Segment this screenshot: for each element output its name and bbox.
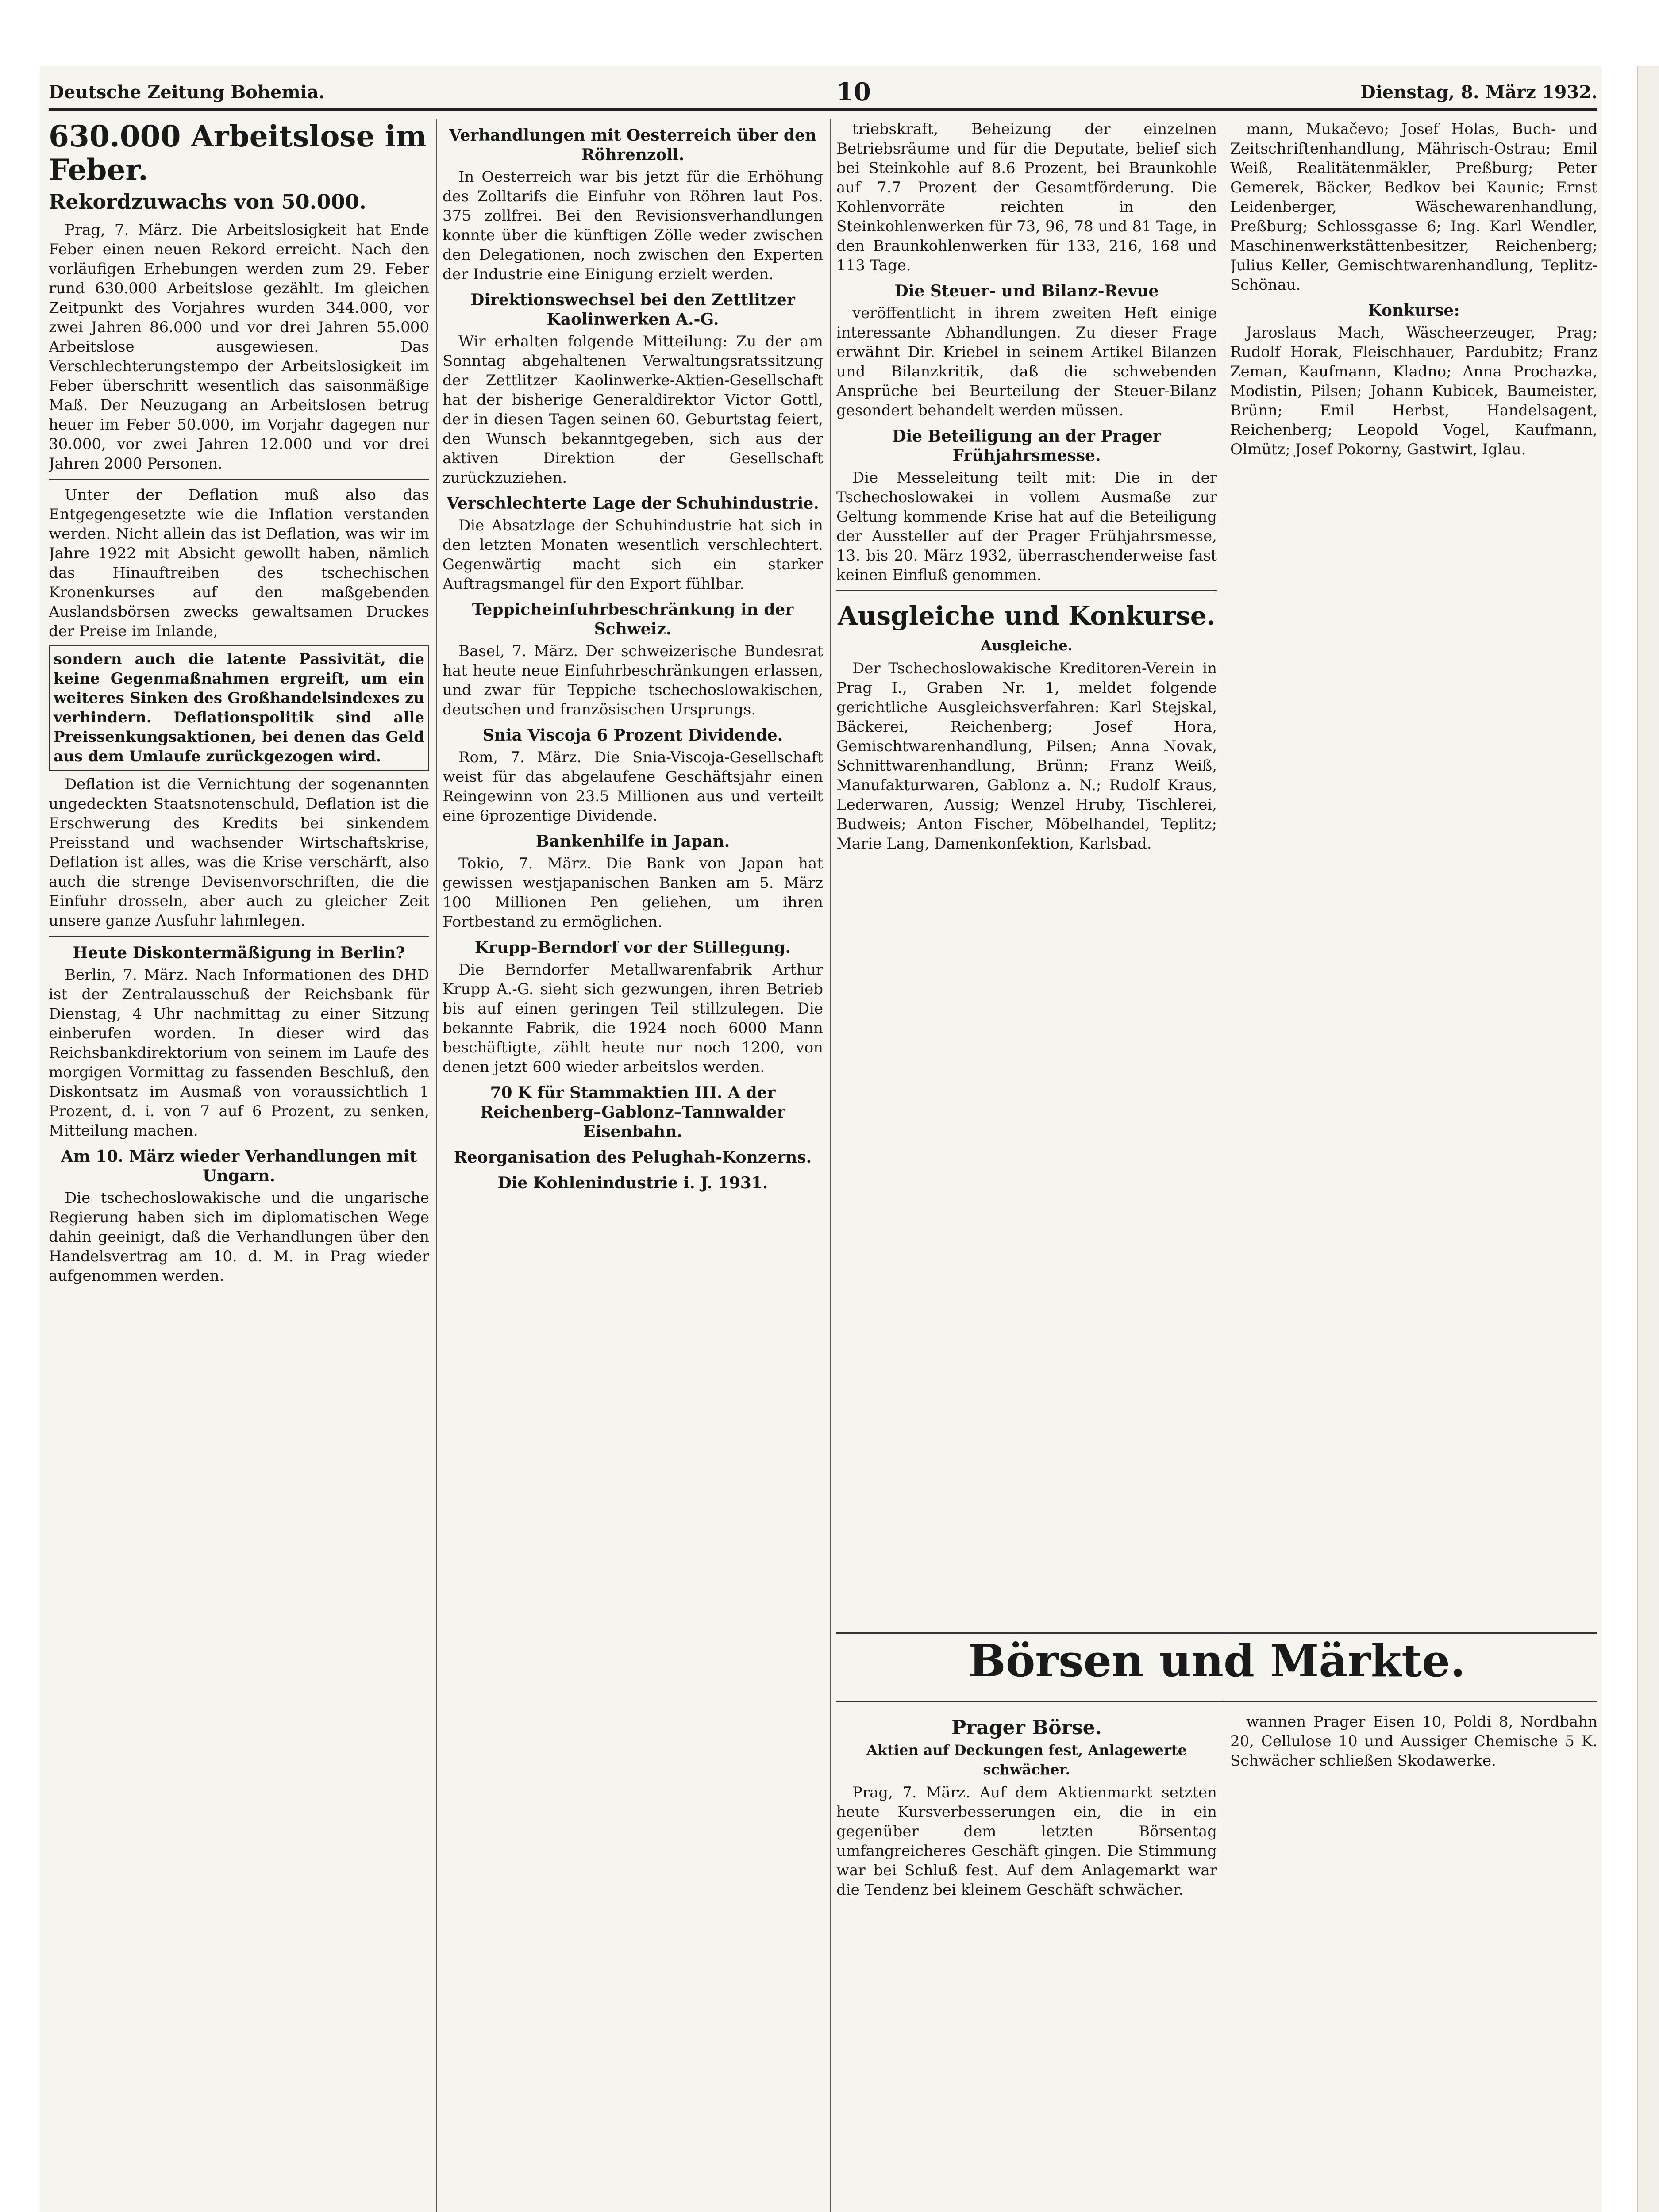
article-paragraph: mann, Mukačevo; Josef Holas, Buch- und Zeitschriftenhandlung, Mährisch-Ostrau; Emil Weiß, Realitätenmäkler, Preßburg; Peter Gemerek, Bäcker, Bedkov bei Kaunic; Ernst Leidenberger, Wäschewarenhandlung, Preßburg; Schlossgasse 6; Ing. Karl Wendler, Maschinenwerkstättenbesitzer, Reichenberg; Julius Keller, Gemischtwarenhandlung, Teplitz-Schönau. (1230, 120, 1597, 294)
newspaper-name: Deutsche Zeitung Bohemia. (49, 82, 325, 103)
section-heading: Die Steuer- und Bilanz-Revue (894, 282, 1159, 300)
issue-date: Dienstag, 8. März 1932. (1360, 82, 1597, 103)
page-header (49, 77, 1597, 111)
article-paragraph: Basel, 7. März. Der schweizerische Bundesrat hat heute neue Einfuhrbeschränkungen erlassen, und zwar für Teppiche tschechoslowakischen, deutschen und französischen Ursprungs. (443, 642, 823, 718)
section-heading: Reorganisation des Pelughah-Konzerns. (454, 1148, 812, 1167)
separator (836, 590, 1217, 591)
article-paragraph: Rom, 7. März. Die Snia-Viscoja-Gesellschaft weist für das abgelaufene Geschäftsjahr einen Reingewinn von 23.5 Millionen aus und verteilt eine 6prozentige Dividende. (443, 749, 823, 825)
main-subheadline: Rekordzuwachs von 50.000. (49, 190, 366, 214)
article-paragraph: In Oesterreich war bis jetzt für die Erhöhung des Zolltarifs die Einfuhr von Röhren laut Pos. 375 zollfrei. Bei den Revisionsverhandlungen konnte über die künftigen Zölle weder zwischen den Delegationen, noch zwischen den Experten der Industrie eine Einigung erzielt werden. (443, 168, 823, 283)
highlight-box: sondern auch die latente Passivität, die keine Gegenmaßnahmen ergreift, um ein weiteres Sinken des Großhandelsindexes zu verhindern. Deflationspolitik sind alle Preissenkungsaktionen, bei denen das Geld aus dem Umlaufe zurückgezogen wird. (49, 645, 429, 771)
article-paragraph: Tokio, 7. März. Die Bank von Japan hat gewissen westjapanischen Banken am 5. März 100 Millionen Pen geliehen, um ihren Fortbestand zu ermöglichen. (443, 855, 823, 931)
adjacent-page-edge (1637, 66, 1659, 2212)
markets-title: Börsen und Märkte. (968, 1635, 1466, 1687)
article-paragraph: Deflation ist die Vernichtung der sogenannten ungedeckten Staatsnotenschuld, Deflation ist die Erschwerung des Kredits bei sinkendem Preisstand und wachsender Wirtschaftskrise, Deflation ist alles, was die Krise verschärft, also auch die strenge Devisenvorschriften, die die Einfuhr drosseln, aber auch zu gleicher Zeit unsere ganze Ausfuhr lahmlegen. (49, 776, 429, 929)
column-rule (436, 119, 437, 2212)
article-paragraph: Prag, 7. März. Auf dem Aktienmarkt setzten heute Kursverbesserungen ein, die in ein gegenüber dem letzten Börsentag umfangreicheres Geschäft gingen. Die Stimmung war bei Schluß fest. Auf dem Anlagemarkt war die Tendenz bei kleinem Geschäft schwächer. (836, 1784, 1217, 1899)
article-paragraph: Berlin, 7. März. Nach Informationen des DHD ist der Zentralausschuß der Reichsbank für Dienstag, 4 Uhr nachmittag zu einer Sitzung einberufen worden. In dieser wird das Reichsbankdirektorium von seinem im Laufe des morgigen Vormittag zu fassenden Beschluß, den Diskontsatz im Ausmaß von voraussichtlich 1 Prozent, d. i. von 7 auf 6 Prozent, zu senken, Mitteilung machen. (49, 966, 429, 1140)
markets-section-banner (836, 1632, 1597, 1702)
separator (49, 479, 429, 480)
column-1 (49, 119, 429, 2212)
article-paragraph: Jaroslaus Mach, Wäscheerzeuger, Prag; Rudolf Horak, Fleischhauer, Pardubitz; Franz Zeman, Kaufmann, Kladno; Anna Prochazka, Modistin, Pilsen; Johann Kubicek, Baumeister, Brünn; Emil Herbst, Handelsagent, Reichenberg; Leopold Vogel, Kaufmann, Olmütz; Josef Pokorny, Gastwirt, Iglau. (1230, 324, 1597, 458)
column-2 (443, 119, 823, 2212)
market-report-column (1230, 1712, 1597, 2212)
section-heading: Heute Diskontermäßigung in Berlin? (73, 944, 405, 962)
section-heading: Verhandlungen mit Oesterreich über den Röhrenzoll. (449, 126, 817, 164)
section-heading: Krupp-Berndorf vor der Stillegung. (474, 938, 791, 957)
section-heading: 70 K für Stammaktien III. A der Reichenberg–Gablonz–Tannwalder Eisenbahn. (480, 1083, 785, 1141)
article-paragraph: Wir erhalten folgende Mitteilung: Zu der am Sonntag abgehaltenen Verwaltungsratssitzung der Zettlitzer Kaolinwerke-Aktien-Gesellschaft hat der bisherige Generaldirektor Victor Gottl, der in diesen Tagen seinen 60. Geburtstag feiert, den Wunsch bekanntgegeben, sich aus der aktiven Direktion der Gesellschaft zurückzuziehen. (443, 333, 823, 487)
article-paragraph: triebskraft, Beheizung der einzelnen Betriebsräume und für die Deputate, belief sich bei Steinkohle auf 8.6 Prozent, bei Braunkohle auf 7.7 Prozent der Gesamtförderung. Die Kohlenvorräte reichten in den Steinkohlenwerken für 73, 96, 78 und 81 Tage, in den Braunkohlenwerken für 133, 216, 168 und 113 Tage. (836, 120, 1217, 274)
article-paragraph: Der Tschechoslowakische Kreditoren-Verein in Prag I., Graben Nr. 1, meldet folgende gerichtliche Ausgleichsverfahren: Karl Stejskal, Bäckerei, Reichenberg; Josef Hora, Gemischtwarenhandlung, Pilsen; Anna Novak, Schnittwarenhandlung, Brünn; Franz Weiß, Manufakturwaren, Gablonz a. N.; Rudolf Kraus, Lederwaren, Aussig; Wenzel Hruby, Tischlerei, Budweis; Anton Fischer, Möbelhandel, Teplitz; Marie Lang, Damenkonfektion, Karlsbad. (836, 660, 1217, 853)
prague-exchange-column (836, 1712, 1217, 2212)
section-heading: Snia Viscoja 6 Prozent Dividende. (482, 726, 783, 745)
article-paragraph: Unter der Deflation muß also das Entgegengesetzte wie die Inflation verstanden werden. Nicht allein das ist Deflation, was wir im Jahre 1922 mit Absicht gewollt haben, nämlich das Hinauftreiben des tschechischen Kronenkurses auf den maßgebenden Auslandsbörsen zwecks gewaltsamen Druckes der Preise im Inlande, (49, 486, 429, 640)
page-number: 10 (836, 77, 871, 107)
column-rule (830, 119, 831, 2212)
section-heading: Die Beteiligung an der Prager Frühjahrsmesse. (892, 427, 1161, 465)
separator (49, 936, 429, 937)
main-headline: 630.000 Arbeitslose im Feber. (49, 119, 427, 187)
subsection-heading: Ausgleiche. (981, 637, 1073, 654)
section-heading: Konkurse: (1368, 301, 1460, 320)
column-4 (1230, 119, 1597, 1624)
article-paragraph: veröffentlicht in ihrem zweiten Heft einige interessante Abhandlungen. Zu dieser Frage erwähnt Dir. Kriebel in seinem Artikel Bilanzen und Bilanzkritik, daß die schwebenden Ansprüche bei Beurteilung der Steuer-Bilanz gesondert behandelt werden müssen. (836, 304, 1217, 419)
section-heading: Prager Börse. (951, 1717, 1102, 1739)
article-paragraph: Die Absatzlage der Schuhindustrie hat sich in den letzten Monaten wesentlich verschlechtert. Gegenwärtig macht sich ein starker Auftragsmangel für den Export fühlbar. (443, 517, 823, 593)
section-heading: Die Kohlenindustrie i. J. 1931. (497, 1174, 768, 1192)
section-heading: Am 10. März wieder Verhandlungen mit Ungarn. (61, 1147, 417, 1185)
article-paragraph: Die tschechoslowakische und die ungarische Regierung haben sich im diplomatischen Wege dahin geeinigt, daß die Verhandlungen über den Handelsvertrag am 10. d. M. in Prag wieder aufgenommen werden. (49, 1189, 429, 1285)
section-heading: Direktionswechsel bei den Zettlitzer Kaolinwerken A.-G. (470, 291, 795, 329)
column-3 (836, 119, 1217, 1624)
article-paragraph: wannen Prager Eisen 10, Poldi 8, Nordbahn 20, Cellulose 10 und Aussiger Chemische 5 K. Schwächer schließen Skodawerke. (1230, 1713, 1597, 1770)
article-paragraph: Die Messeleitung teilt mit: Die in der Tschechoslowakei in vollem Ausmaße zur Geltung kommende Krise hat auf die Beteiligung der Aussteller auf der Prager Frühjahrsmesse, 13. bis 20. März 1932, überraschenderweise fast keinen Einfluß genommen. (836, 469, 1217, 584)
section-heading: Bankenhilfe in Japan. (535, 832, 730, 851)
section-heading: Teppicheinfuhrbeschränkung in der Schweiz. (472, 600, 794, 638)
subsection-heading: Aktien auf Deckungen fest, Anlagewerte schwächer. (866, 1742, 1187, 1778)
section-heading: Verschlechterte Lage der Schuhindustrie. (447, 494, 819, 513)
department-heading: Ausgleiche und Konkurse. (838, 601, 1216, 631)
article-paragraph: Prag, 7. März. Die Arbeitslosigkeit hat Ende Feber einen neuen Rekord erreicht. Nach den vorläufigen Erhebungen werden zum 29. Feber rund 630.000 Arbeitslose gezählt. Im gleichen Zeitpunkt des Vorjahres wurden 344.000, vor zwei Jahren 86.000 und vor drei Jahren 55.000 Arbeitslose ausgewiesen. Das Verschlechterungstempo der Arbeitslosigkeit im Feber überschritt wesentlich das saisonmäßige Maß. Der Neuzugang an Arbeitslosen betrug heuer im Feber 50.000, im Vorjahr dagegen nur 30.000, vor zwei Jahren 12.000 und vor drei Jahren 2000 Personen. (49, 221, 429, 472)
article-paragraph: Die Berndorfer Metallwarenfabrik Arthur Krupp A.-G. sieht sich gezwungen, ihren Betrieb bis auf einen geringen Teil stillzulegen. Die bekannte Fabrik, die 1924 noch 6000 Mann beschäftigte, zählt heute nur noch 1200, von denen jetzt 600 wieder arbeitslos werden. (443, 961, 823, 1076)
